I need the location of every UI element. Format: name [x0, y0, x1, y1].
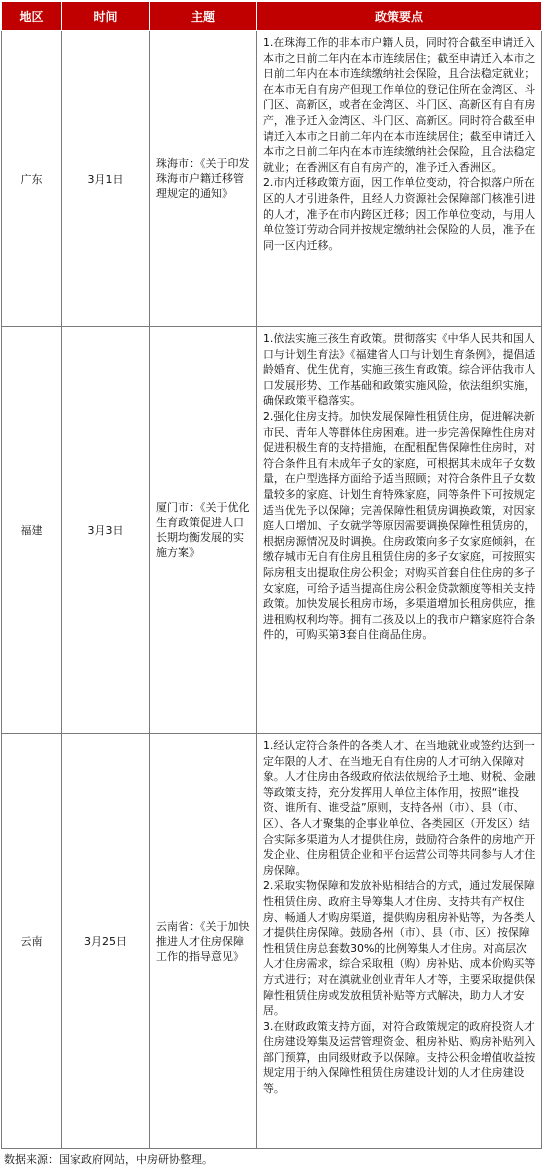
- row-topic: 厦门市：《关于优化生育政策促进人口长期均衡发展的实施方案》: [150, 327, 257, 734]
- header-date: 时间: [62, 2, 150, 31]
- row-region: 广东: [2, 31, 62, 327]
- table-row: [2, 734, 542, 1149]
- policy-point: 1.依法实施三孩生育政策。贯彻落实《中华人民共和国人口与计划生育法》《福建省人口与计划生育条例》，提倡适龄婚育、优生优育，实施三孩生育政策。综合评估我市人口发展形势、工作基础和政策实施风险，依法组织实施，确保政策平稳落实。: [263, 332, 536, 408]
- header-points: 政策要点: [257, 2, 542, 31]
- source-note: 数据来源：国家政府网站，中房研协整理。: [4, 1153, 213, 1166]
- row-region: 福建: [2, 327, 62, 734]
- policy-table: [1, 1, 542, 1149]
- table-row: [2, 327, 542, 734]
- table-header-row: [2, 2, 542, 31]
- row-region: 云南: [2, 734, 62, 1149]
- row-date: 3月25日: [62, 734, 150, 1149]
- row-date: 3月1日: [62, 31, 150, 327]
- row-points: [257, 734, 542, 1149]
- row-topic: 珠海市：《关于印发珠海市户籍迁移管理规定的通知》: [150, 31, 257, 327]
- policy-point: 2.市内迁移政策方面，因工作单位变动，符合拟落户所在区的人才引进条件，且经人力资源社会保障部门核准引进的人才，准予在市内跨区迁移；因工作单位变动，与用人单位签订劳动合同并按规定缴纳社会保险的人员，准予在同一区内迁移。: [263, 176, 536, 252]
- row-points: [257, 31, 542, 327]
- table-row: [2, 31, 542, 327]
- policy-point: 2.强化住房支持。加快发展保障性租赁住房，促进解决新市民、青年人等群体住房困难。进一步完善保障性住房对促进积极生育的支持措施，在配租配售保障性住房时，对符合条件且有未成年子女的家庭，可根据其未成年子女数量，在户型选择方面给予适当照顾；对符合条件且子女数量较多的家庭、计划生育特殊家庭，同等条件下可按规定适当优先予以保障；完善保障性租赁房调换政策，对因家庭人口增加、子女就学等原因需要调换保障性租赁房的，根据房源情况及时调换。住房政策向多子女家庭倾斜，在缴存城市无自有住房且租赁住房的多子女家庭，可按照实际房租支出提取住房公积金；对购买首套自住住房的多子女家庭，可给予适当提高住房公积金贷款额度等相关支持政策。加快发展长租房市场，多渠道增加长租房供应，推进租购权利均等。拥有二孩及以上的我市户籍家庭符合条件的，可购买第3套自住商品住房。: [263, 409, 536, 642]
- header-region: 地区: [2, 2, 62, 31]
- policy-point: 1.在珠海工作的非本市户籍人员，同时符合截至申请迁入本市之日前二年内在本市连续居住；截至申请迁入本市之日前二年内在本市连续缴纳社会保险，且合法稳定就业；在本市无自有房产但现工作单位的登记住所在金湾区、斗门区、高新区，或者在金湾区、斗门区、高新区有自有房产，准予迁入金湾区、斗门区、高新区。同时符合截至申请迁入本市之日前二年内在本市连续居住；截至申请迁入本市之日前二年内在本市连续缴纳社会保险，且合法稳定就业；在香洲区有自有房产的，准予迁入香洲区。: [263, 36, 536, 174]
- policy-point: 3.在财政政策支持方面，对符合政策规定的政府投资人才住房建设筹集及运营管理资金、租房补贴、购房补贴列入部门预算，由同级财政予以保障。支持公积金增值收益按规定用于纳入保障性租赁住房建设计划的人才住房建设等。: [263, 1019, 536, 1096]
- policy-point: 1.经认定符合条件的各类人才、在当地就业或签约达到一定年限的人才、在当地无自有住房的人才可纳入保障对象。人才住房由各级政府依法依规给予土地、财税、金融等政策支持，充分发挥用人单位主体作用，按照“谁投资、谁所有、谁受益”原则，支持各州（市）、县（市、区）、各人才聚集的企事业单位、各类园区（开发区）结合实际多渠道为人才提供住房，鼓励符合条件的房地产开发企业、住房租赁企业和平台运营公司等共同参与人才住房保障。: [263, 739, 536, 877]
- row-date: 3月3日: [62, 327, 150, 734]
- policy-point: 2.采取实物保障和发放补贴相结合的方式，通过发展保障性租赁住房、政府主导筹集人才住房、支持共有产权住房、畅通人才购房渠道，提供购房租房补贴等，为各类人才提供住房保障。鼓励各州（市）、县（市、区）按保障性租赁住房总套数30%的比例筹集人才住房。对高层次人才住房需求，综合采取租（购）房补贴、成本价购买等方式进行；对在滇就业创业青年人才等，主要采取提供保障性租赁住房或发放租赁补贴等方式解决，助力人才安居。: [263, 879, 536, 1018]
- row-points: [257, 327, 542, 734]
- header-topic: 主题: [150, 2, 257, 31]
- row-topic: 云南省：《关于加快推进人才住房保障工作的指导意见》: [150, 734, 257, 1149]
